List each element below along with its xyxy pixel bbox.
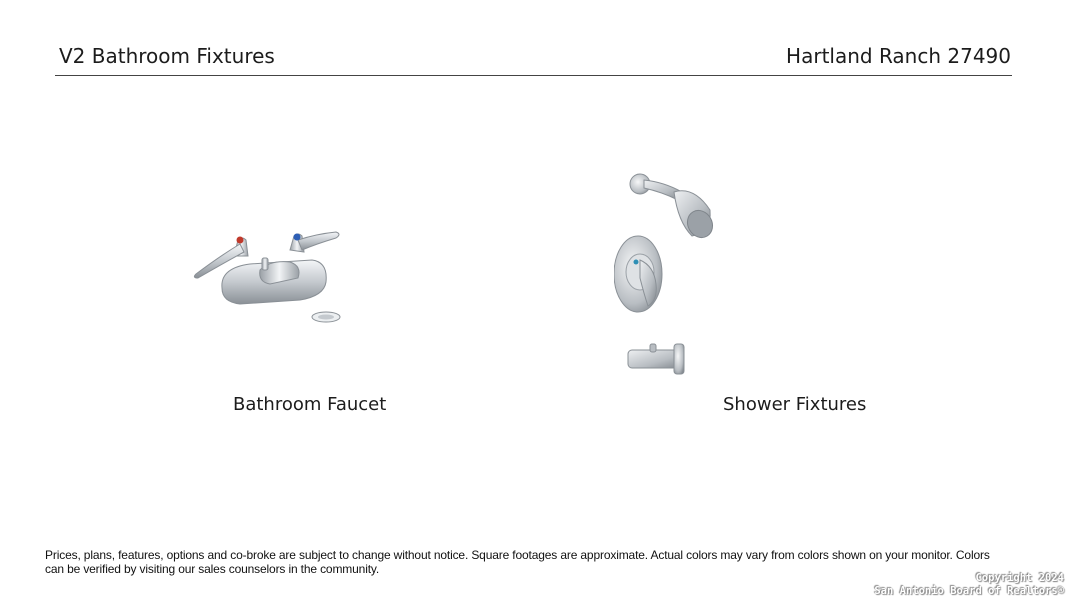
product-bathroom-faucet: [130, 160, 490, 430]
copyright-watermark: [874, 572, 1064, 598]
header-divider: [55, 75, 1012, 76]
community-label: Hartland Ranch 27490: [786, 44, 1011, 68]
board-name-line: San Antonio Board of Realtors®: [874, 585, 1064, 597]
shower-icon: [614, 160, 974, 430]
product-shower-fixtures: [614, 160, 974, 430]
page-title: V2 Bathroom Fixtures: [59, 44, 275, 68]
caption-bathroom-faucet: Bathroom Faucet: [233, 394, 387, 415]
copyright-line: Copyright 2024: [975, 572, 1064, 584]
caption-shower-fixtures: Shower Fixtures: [723, 394, 867, 415]
faucet-icon: [130, 160, 490, 430]
disclaimer-text: Prices, plans, features, options and co-broke are subject to change without notice. Square footages are approximate. Actual colors may vary from colors shown on your monitor. Colors can be verified by visiting our sales counselors in the community.: [45, 548, 990, 576]
